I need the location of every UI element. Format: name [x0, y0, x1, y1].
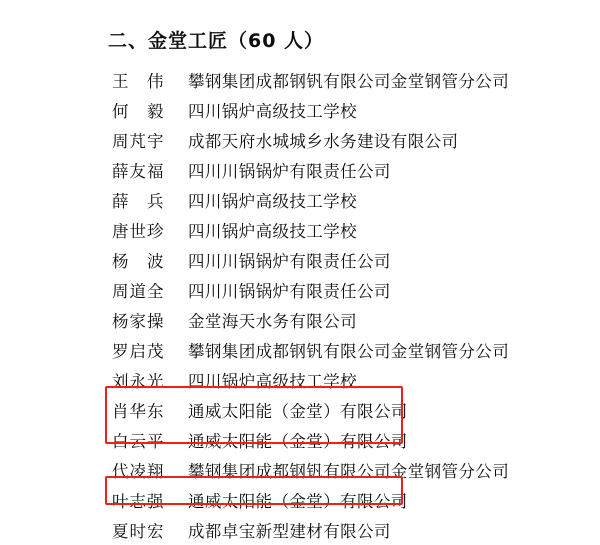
- entry-name: 代凌翔: [112, 462, 165, 481]
- entry-name: 唐世珍: [112, 222, 165, 241]
- entry-list: [30, 65, 570, 545]
- entry-organization: 攀钢集团成都钢钒有限公司金堂钢管分公司: [188, 72, 510, 91]
- entry-name: 杨 波: [112, 252, 165, 271]
- entry-organization: 四川锅炉高级技工学校: [188, 372, 357, 391]
- entry-name: 王 伟: [112, 72, 165, 91]
- entry-organization: 四川川锅锅炉有限责任公司: [188, 252, 391, 271]
- entry-organization: 通威太阳能（金堂）有限公司: [188, 402, 408, 421]
- list-item: [30, 425, 570, 455]
- entry-name: 叶志强: [112, 492, 165, 511]
- list-item: [30, 185, 570, 215]
- list-item: [30, 275, 570, 305]
- entry-name: 薛 兵: [112, 192, 165, 211]
- entry-organization: 攀钢集团成都钢钒有限公司金堂钢管分公司: [188, 342, 510, 361]
- list-item: [30, 305, 570, 335]
- entry-organization: 攀钢集团成都钢钒有限公司金堂钢管分公司: [188, 462, 510, 481]
- list-item: [30, 395, 570, 425]
- list-item: [30, 215, 570, 245]
- list-item: [30, 365, 570, 395]
- list-item: [30, 455, 570, 485]
- entry-name: 肖华东: [112, 402, 165, 421]
- list-item: [30, 515, 570, 545]
- entry-organization: 四川锅炉高级技工学校: [188, 222, 357, 241]
- entry-organization: 成都卓宝新型建材有限公司: [188, 522, 391, 541]
- entry-organization: 四川锅炉高级技工学校: [188, 192, 357, 211]
- entry-name: 薛友福: [112, 162, 165, 181]
- entry-name: 周芃宇: [112, 132, 165, 151]
- entry-organization: 四川锅炉高级技工学校: [188, 102, 357, 121]
- list-item: [30, 65, 570, 95]
- list-item: [30, 95, 570, 125]
- list-item: [30, 155, 570, 185]
- entry-organization: 成都天府水城城乡水务建设有限公司: [188, 132, 459, 151]
- entry-name: 白云平: [112, 432, 165, 451]
- list-item: [30, 125, 570, 155]
- entry-name: 夏时宏: [112, 522, 165, 541]
- entry-name: 何 毅: [112, 102, 165, 121]
- list-item: [30, 245, 570, 275]
- list-item: [30, 335, 570, 365]
- entry-organization: 通威太阳能（金堂）有限公司: [188, 432, 408, 451]
- entry-organization: 四川川锅锅炉有限责任公司: [188, 162, 391, 181]
- entry-name: 刘永光: [112, 372, 165, 391]
- entry-organization: 金堂海天水务有限公司: [188, 312, 357, 331]
- page-title: 二、金堂工匠（60 人）: [108, 30, 325, 52]
- entry-organization: 通威太阳能（金堂）有限公司: [188, 492, 408, 511]
- entry-name: 周道全: [112, 282, 165, 301]
- entry-name: 罗启茂: [112, 342, 165, 361]
- entry-name: 杨家操: [112, 312, 165, 331]
- list-item: [30, 485, 570, 515]
- entry-organization: 四川川锅锅炉有限责任公司: [188, 282, 391, 301]
